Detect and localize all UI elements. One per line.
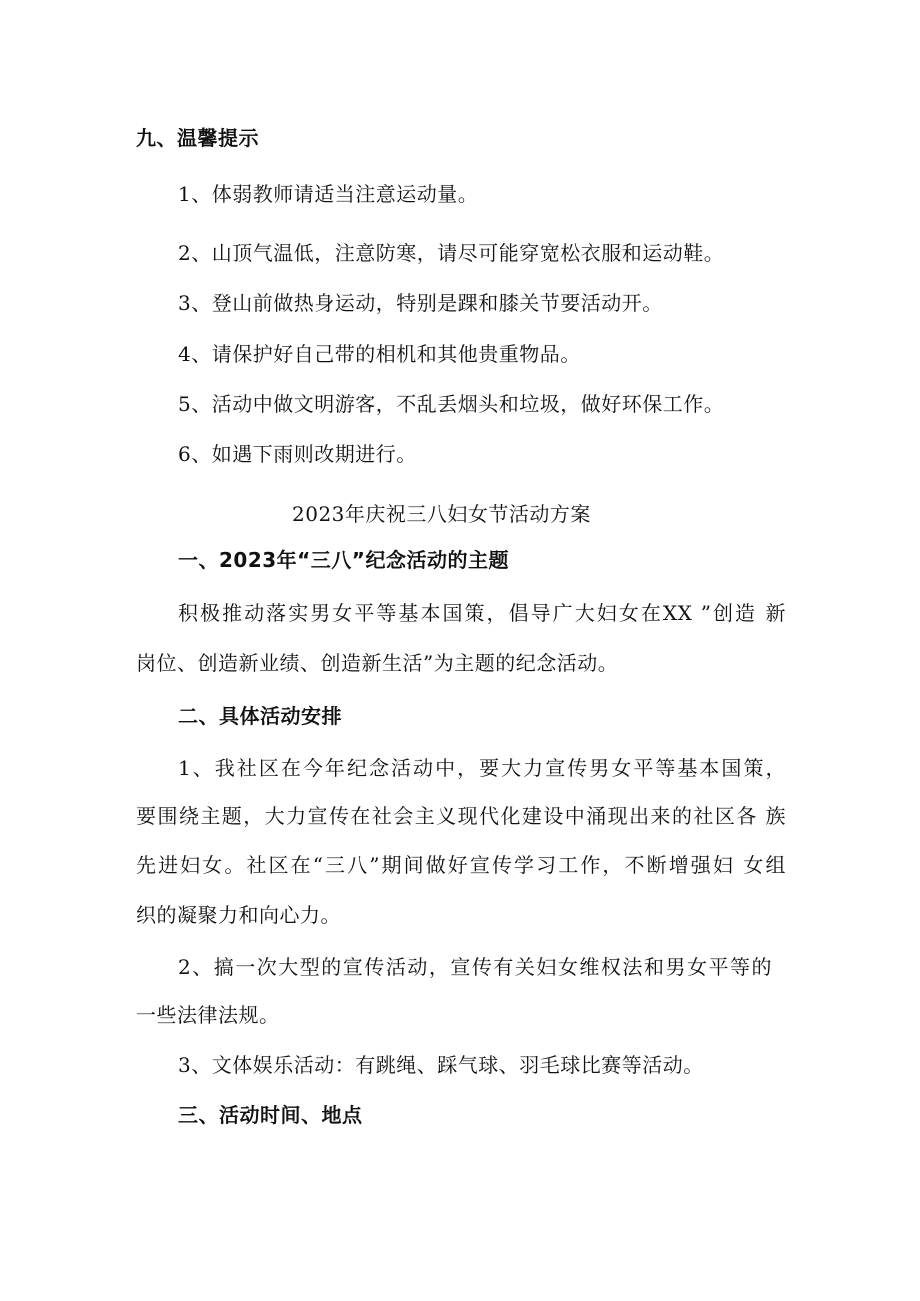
section-one-paragraph-line: 岗位、创造新业绩、创造新生活”为主题的纪念活动。: [136, 651, 619, 675]
activity-item-line: 2、搞一次大型的宣传活动，宣传有关妇女维权法和男女平等的: [178, 955, 772, 979]
tip-item: 5、活动中做文明游客，不乱丢烟头和垃圾，做好环保工作。: [178, 392, 725, 416]
tip-item: 1、体弱教师请适当注意运动量。: [178, 182, 479, 206]
tip-item: 4、请保护好自己带的相机和其他贵重物品。: [178, 342, 581, 366]
activity-item-line: 织的凝聚力和向心力。: [136, 903, 341, 927]
activity-item-line: 要围绕主题，大力宣传在社会主义现代化建设中涌现出来的社区各 族: [136, 804, 786, 828]
activity-item-line: 一些法律法规。: [136, 1003, 280, 1027]
tip-item: 2、山顶气温低，注意防寒，请尽可能穿宽松衣服和运动鞋。: [178, 241, 725, 265]
section-two-heading: 二、具体活动安排: [178, 704, 342, 728]
section-nine-heading: 九、温馨提示: [136, 126, 259, 150]
document-title: 2023年庆祝三八妇女节活动方案: [292, 502, 591, 526]
tip-item: 6、如遇下雨则改期进行。: [178, 442, 417, 466]
activity-item-line: 先进妇女。社区在“三八”期间做好宣传学习工作，不断增强妇 女组: [136, 853, 786, 877]
section-one-paragraph-line: 积极推动落实男女平等基本国策，倡导广大妇女在XX ”创造 新: [178, 601, 786, 625]
section-one-heading: 一、2023年“三八”纪念活动的主题: [178, 548, 509, 572]
tip-item: 3、登山前做热身运动，特别是踝和膝关节要活动开。: [178, 291, 663, 315]
section-three-heading: 三、活动时间、地点: [178, 1103, 363, 1127]
activity-item-line: 3、文体娱乐活动：有跳绳、踩气球、羽毛球比赛等活动。: [178, 1053, 704, 1077]
activity-item-line: 1、我社区在今年纪念活动中，要大力宣传男女平等基本国策，: [178, 756, 786, 780]
